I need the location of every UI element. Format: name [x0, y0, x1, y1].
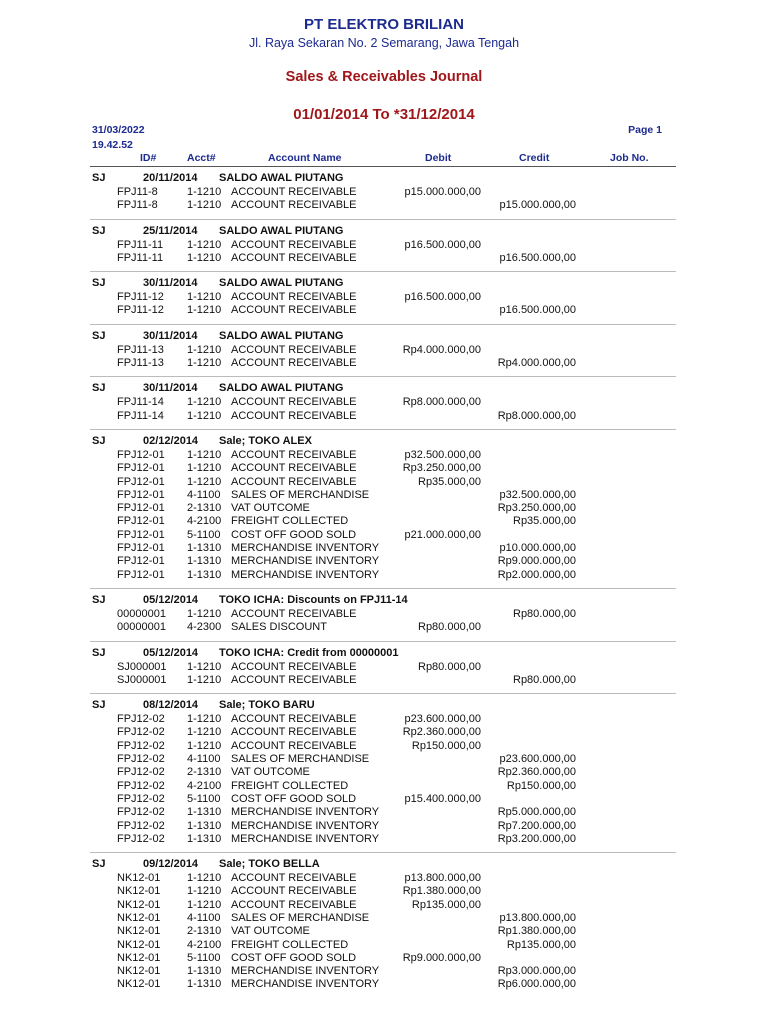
line-account-name: ACCOUNT RECEIVABLE	[231, 251, 357, 264]
entry-line	[0, 978, 768, 991]
line-debit: p23.600.000,00	[404, 713, 481, 726]
print-date: 31/03/2022	[92, 124, 145, 136]
entry-line	[0, 740, 768, 753]
entry-line	[0, 899, 768, 912]
column-header-acct: Acct#	[187, 152, 216, 164]
line-account-number: 1-1210	[187, 739, 222, 752]
line-account-name: VAT OUTCOME	[231, 502, 310, 515]
entry-source: SJ	[92, 646, 106, 659]
line-account-name: ACCOUNT RECEIVABLE	[231, 291, 357, 304]
report-period: 01/01/2014 To *31/12/2014	[293, 106, 475, 123]
line-debit: Rp9.000.000,00	[402, 951, 481, 964]
line-credit: Rp5.000.000,00	[497, 806, 576, 819]
entry-line	[0, 529, 768, 542]
line-account-number: 1-1210	[187, 885, 222, 898]
line-id: SJ000001	[117, 660, 167, 673]
line-id: 00000001	[117, 607, 166, 620]
entry-source: SJ	[92, 858, 106, 871]
journal-entry	[0, 225, 768, 266]
line-id: NK12-01	[117, 925, 161, 938]
entry-line	[0, 766, 768, 779]
journal-entry	[0, 858, 768, 992]
line-id: FPJ12-02	[117, 792, 165, 805]
company-name: PT ELEKTRO BRILIAN	[304, 16, 464, 33]
line-account-number: 1-1310	[187, 542, 222, 555]
entry-divider	[90, 219, 676, 220]
entry-source: SJ	[92, 329, 106, 342]
report-title: Sales & Receivables Journal	[285, 69, 483, 85]
entry-line	[0, 925, 768, 938]
entry-divider	[90, 376, 676, 377]
line-id: FPJ12-01	[117, 462, 165, 475]
entry-date: 05/12/2014	[143, 646, 199, 659]
line-credit: Rp2.000.000,00	[497, 568, 576, 581]
line-credit: Rp80.000,00	[513, 673, 576, 686]
entry-line	[0, 462, 768, 475]
journal-entry	[0, 277, 768, 318]
line-account-number: 1-1210	[187, 409, 222, 422]
line-account-name: MERCHANDISE INVENTORY	[231, 542, 380, 555]
line-account-name: ACCOUNT RECEIVABLE	[231, 186, 357, 198]
line-account-name: SALES OF MERCHANDISE	[231, 488, 370, 501]
entry-date: 30/11/2014	[143, 277, 198, 290]
line-id: FPJ12-01	[117, 502, 165, 515]
line-account-number: 1-1210	[187, 186, 222, 198]
entry-line	[0, 939, 768, 952]
line-debit: Rp8.000.000,00	[402, 396, 481, 409]
line-id: FPJ12-01	[117, 515, 165, 528]
line-id: FPJ11-12	[117, 291, 164, 304]
line-account-name: FREIGHT COLLECTED	[231, 779, 349, 792]
line-account-name: MERCHANDISE INVENTORY	[231, 819, 380, 832]
line-account-number: 1-1210	[187, 251, 222, 264]
line-account-number: 1-1210	[187, 607, 222, 620]
line-credit: Rp8.000.000,00	[497, 409, 576, 422]
line-account-name: ACCOUNT RECEIVABLE	[231, 898, 357, 911]
line-debit: Rp80.000,00	[418, 621, 481, 634]
entry-description: Sale; TOKO ALEX	[219, 434, 312, 447]
line-account-number: 1-1210	[187, 448, 222, 461]
entry-line	[0, 476, 768, 489]
line-credit: Rp4.000.000,00	[497, 357, 576, 370]
line-account-name: ACCOUNT RECEIVABLE	[231, 304, 357, 317]
line-account-number: 1-1310	[187, 568, 222, 581]
line-id: FPJ11-12	[117, 304, 164, 317]
line-debit: p13.800.000,00	[404, 872, 481, 885]
entry-line	[0, 912, 768, 925]
line-account-number: 2-1310	[187, 766, 222, 779]
entry-header	[0, 382, 768, 396]
entry-line	[0, 608, 768, 621]
entry-source: SJ	[92, 382, 106, 395]
line-account-number: 1-1210	[187, 343, 222, 356]
line-account-number: 4-2100	[187, 779, 222, 792]
line-debit: Rp2.360.000,00	[402, 726, 481, 739]
line-id: FPJ12-01	[117, 475, 165, 488]
entry-line	[0, 661, 768, 674]
entry-line	[0, 793, 768, 806]
entry-description: Sale; TOKO BELLA	[219, 858, 320, 871]
line-account-name: ACCOUNT RECEIVABLE	[231, 739, 357, 752]
entry-line	[0, 291, 768, 304]
entry-header	[0, 277, 768, 291]
entry-date: 09/12/2014	[143, 858, 199, 871]
journal-entry	[0, 699, 768, 846]
entry-line	[0, 555, 768, 568]
entry-line	[0, 396, 768, 409]
line-credit: Rp2.360.000,00	[497, 766, 576, 779]
line-id: SJ000001	[117, 673, 167, 686]
entry-divider	[90, 693, 676, 694]
line-id: FPJ12-02	[117, 766, 165, 779]
line-credit: Rp7.200.000,00	[497, 819, 576, 832]
line-account-number: 1-1310	[187, 965, 222, 978]
line-id: FPJ12-02	[117, 713, 165, 726]
entry-line	[0, 806, 768, 819]
column-header-job-no: Job No.	[610, 152, 649, 164]
line-id: FPJ11-13	[117, 343, 164, 356]
line-account-number: 1-1310	[187, 806, 222, 819]
line-credit: p23.600.000,00	[499, 753, 576, 766]
entry-header	[0, 435, 768, 449]
line-id: FPJ12-02	[117, 753, 165, 766]
line-account-number: 4-1100	[187, 488, 221, 501]
line-account-name: ACCOUNT RECEIVABLE	[231, 726, 357, 739]
line-credit: p13.800.000,00	[499, 911, 576, 924]
line-id: NK12-01	[117, 911, 161, 924]
entry-divider	[90, 429, 676, 430]
page-number: Page 1	[628, 124, 662, 136]
line-account-number: 1-1310	[187, 555, 222, 568]
entry-line	[0, 186, 768, 199]
line-account-number: 5-1100	[187, 951, 221, 964]
line-account-number: 4-2100	[187, 515, 222, 528]
line-credit: Rp9.000.000,00	[497, 555, 576, 568]
line-account-name: MERCHANDISE INVENTORY	[231, 555, 380, 568]
line-account-number: 1-1310	[187, 819, 222, 832]
journal-entry	[0, 594, 768, 635]
line-credit: p32.500.000,00	[499, 488, 576, 501]
line-id: NK12-01	[117, 965, 161, 978]
entry-divider	[90, 271, 676, 272]
line-account-number: 1-1210	[187, 462, 222, 475]
line-account-name: MERCHANDISE INVENTORY	[231, 978, 380, 991]
entry-divider	[90, 852, 676, 853]
entry-line	[0, 674, 768, 687]
entry-line	[0, 502, 768, 515]
entry-line	[0, 515, 768, 528]
line-credit: Rp1.380.000,00	[497, 925, 576, 938]
line-credit: Rp3.250.000,00	[497, 502, 576, 515]
journal-entry	[0, 382, 768, 423]
line-account-name: SALES OF MERCHANDISE	[231, 753, 370, 766]
entry-source: SJ	[92, 593, 106, 606]
company-address: Jl. Raya Sekaran No. 2 Semarang, Jawa Tengah	[248, 36, 520, 50]
line-account-name: MERCHANDISE INVENTORY	[231, 806, 380, 819]
line-debit: Rp150.000,00	[411, 739, 481, 752]
entry-date: 05/12/2014	[143, 593, 199, 606]
entry-header	[0, 594, 768, 608]
entry-line	[0, 621, 768, 634]
line-account-name: MERCHANDISE INVENTORY	[231, 832, 380, 845]
line-id: FPJ12-02	[117, 739, 165, 752]
entry-date: 20/11/2014	[143, 172, 198, 184]
line-id: NK12-01	[117, 872, 161, 885]
line-account-number: 1-1210	[187, 898, 222, 911]
line-credit: p15.000.000,00	[499, 199, 576, 212]
entry-divider	[90, 641, 676, 642]
entry-header	[0, 858, 768, 872]
line-account-number: 1-1210	[187, 673, 222, 686]
line-debit: p32.500.000,00	[404, 448, 481, 461]
entry-line	[0, 872, 768, 885]
entry-line	[0, 569, 768, 582]
line-id: NK12-01	[117, 951, 161, 964]
line-account-name: ACCOUNT RECEIVABLE	[231, 607, 357, 620]
entry-source: SJ	[92, 434, 106, 447]
line-account-name: ACCOUNT RECEIVABLE	[231, 872, 357, 885]
line-credit: Rp35.000,00	[513, 515, 576, 528]
entry-description: Sale; TOKO BARU	[219, 699, 315, 712]
entry-source: SJ	[92, 224, 106, 237]
line-account-number: 4-1100	[187, 911, 221, 924]
line-credit: p16.500.000,00	[499, 304, 576, 317]
column-header-debit: Debit	[425, 152, 452, 164]
line-account-name: COST OFF GOOD SOLD	[231, 792, 357, 805]
line-account-number: 1-1210	[187, 238, 222, 251]
entry-date: 02/12/2014	[143, 434, 199, 447]
line-id: FPJ11-13	[117, 357, 164, 370]
line-account-name: MERCHANDISE INVENTORY	[231, 965, 380, 978]
line-account-name: FREIGHT COLLECTED	[231, 515, 349, 528]
line-account-name: FREIGHT COLLECTED	[231, 938, 349, 951]
line-id: FPJ12-02	[117, 832, 165, 845]
line-id: FPJ12-01	[117, 542, 165, 555]
entry-line	[0, 252, 768, 265]
line-account-number: 1-1210	[187, 199, 222, 212]
entry-header	[0, 172, 768, 186]
line-id: FPJ12-01	[117, 448, 165, 461]
line-account-name: ACCOUNT RECEIVABLE	[231, 462, 357, 475]
line-credit: Rp135.000,00	[506, 938, 576, 951]
line-account-name: ACCOUNT RECEIVABLE	[231, 199, 357, 212]
line-account-number: 1-1210	[187, 660, 222, 673]
line-credit: p10.000.000,00	[499, 542, 576, 555]
line-id: FPJ11-8	[117, 199, 158, 212]
entry-line	[0, 820, 768, 833]
line-account-name: ACCOUNT RECEIVABLE	[231, 673, 357, 686]
column-header-credit: Credit	[519, 152, 550, 164]
line-account-number: 5-1100	[187, 528, 221, 541]
line-credit: Rp3.200.000,00	[497, 832, 576, 845]
entry-line	[0, 542, 768, 555]
line-account-number: 1-1310	[187, 832, 222, 845]
entry-line	[0, 239, 768, 252]
line-account-name: ACCOUNT RECEIVABLE	[231, 396, 357, 409]
line-credit: p16.500.000,00	[499, 251, 576, 264]
entry-date: 08/12/2014	[143, 699, 199, 712]
line-account-name: ACCOUNT RECEIVABLE	[231, 343, 357, 356]
line-id: FPJ12-01	[117, 528, 165, 541]
line-account-number: 1-1210	[187, 396, 222, 409]
line-id: NK12-01	[117, 898, 161, 911]
entry-line	[0, 780, 768, 793]
journal-entry	[0, 172, 768, 213]
line-account-number: 1-1210	[187, 713, 222, 726]
line-id: NK12-01	[117, 938, 161, 951]
line-id: FPJ12-01	[117, 555, 165, 568]
line-account-name: COST OFF GOOD SOLD	[231, 528, 357, 541]
line-account-name: ACCOUNT RECEIVABLE	[231, 448, 357, 461]
line-account-name: SALES OF MERCHANDISE	[231, 911, 370, 924]
line-debit: Rp35.000,00	[418, 475, 481, 488]
line-account-number: 4-2300	[187, 621, 222, 634]
line-id: FPJ12-02	[117, 806, 165, 819]
entry-header	[0, 699, 768, 713]
line-account-name: MERCHANDISE INVENTORY	[231, 568, 380, 581]
entry-description: SALDO AWAL PIUTANG	[219, 172, 344, 184]
entry-line	[0, 833, 768, 846]
line-account-number: 2-1310	[187, 925, 222, 938]
line-account-name: ACCOUNT RECEIVABLE	[231, 238, 357, 251]
entry-line	[0, 449, 768, 462]
line-account-number: 1-1210	[187, 475, 222, 488]
journal-entry	[0, 647, 768, 688]
entry-divider	[90, 588, 676, 589]
line-id: FPJ11-14	[117, 409, 164, 422]
header-divider	[90, 166, 676, 167]
line-id: FPJ12-01	[117, 568, 165, 581]
entry-source: SJ	[92, 277, 106, 290]
line-credit: Rp150.000,00	[506, 779, 576, 792]
journal-entry	[0, 435, 768, 582]
line-credit: Rp6.000.000,00	[497, 978, 576, 991]
line-debit: p15.000.000,00	[404, 186, 481, 198]
entry-description: SALDO AWAL PIUTANG	[219, 329, 344, 342]
entry-date: 25/11/2014	[143, 224, 198, 237]
line-account-name: SALES DISCOUNT	[231, 621, 327, 634]
line-account-number: 1-1210	[187, 872, 222, 885]
line-account-number: 1-1210	[187, 357, 222, 370]
line-account-number: 1-1210	[187, 291, 222, 304]
line-account-name: ACCOUNT RECEIVABLE	[231, 409, 357, 422]
entry-description: TOKO ICHA: Discounts on FPJ11-14	[219, 593, 408, 606]
line-id: FPJ12-01	[117, 488, 165, 501]
line-account-name: ACCOUNT RECEIVABLE	[231, 713, 357, 726]
entry-line	[0, 713, 768, 726]
line-id: 00000001	[117, 621, 166, 634]
line-account-name: ACCOUNT RECEIVABLE	[231, 357, 357, 370]
entry-description: SALDO AWAL PIUTANG	[219, 382, 344, 395]
line-account-name: ACCOUNT RECEIVABLE	[231, 475, 357, 488]
line-debit: Rp1.380.000,00	[402, 885, 481, 898]
line-account-name: ACCOUNT RECEIVABLE	[231, 660, 357, 673]
entry-line	[0, 952, 768, 965]
journal-entries	[0, 172, 768, 1004]
entry-line	[0, 410, 768, 423]
line-debit: p15.400.000,00	[404, 792, 481, 805]
line-debit: p16.500.000,00	[404, 238, 481, 251]
journal-entry	[0, 330, 768, 371]
line-id: FPJ11-8	[117, 186, 158, 198]
line-account-number: 1-1210	[187, 726, 222, 739]
entry-source: SJ	[92, 699, 106, 712]
line-account-number: 1-1210	[187, 304, 222, 317]
entry-line	[0, 199, 768, 212]
entry-line	[0, 344, 768, 357]
entry-divider	[90, 324, 676, 325]
entry-line	[0, 357, 768, 370]
entry-line	[0, 753, 768, 766]
line-debit: Rp3.250.000,00	[402, 462, 481, 475]
entry-line	[0, 885, 768, 898]
line-credit: Rp80.000,00	[513, 607, 576, 620]
entry-description: TOKO ICHA: Credit from 00000001	[219, 646, 399, 659]
line-debit: p16.500.000,00	[404, 291, 481, 304]
entry-line	[0, 489, 768, 502]
entry-line	[0, 726, 768, 739]
line-id: FPJ12-02	[117, 726, 165, 739]
column-header-account-name: Account Name	[268, 152, 342, 164]
entry-line	[0, 304, 768, 317]
entry-header	[0, 330, 768, 344]
line-debit: p21.000.000,00	[404, 528, 481, 541]
line-id: FPJ11-14	[117, 396, 164, 409]
line-account-name: ACCOUNT RECEIVABLE	[231, 885, 357, 898]
line-id: FPJ12-02	[117, 779, 165, 792]
line-debit: Rp4.000.000,00	[402, 343, 481, 356]
line-debit: Rp135.000,00	[411, 898, 481, 911]
line-id: FPJ11-11	[117, 251, 164, 264]
entry-date: 30/11/2014	[143, 329, 198, 342]
entry-date: 30/11/2014	[143, 382, 198, 395]
line-account-number: 5-1100	[187, 792, 221, 805]
line-account-number: 1-1310	[187, 978, 222, 991]
line-account-name: COST OFF GOOD SOLD	[231, 951, 357, 964]
entry-source: SJ	[92, 172, 106, 184]
line-account-number: 2-1310	[187, 502, 222, 515]
entry-line	[0, 965, 768, 978]
line-account-name: VAT OUTCOME	[231, 766, 310, 779]
line-account-name: VAT OUTCOME	[231, 925, 310, 938]
line-debit: Rp80.000,00	[418, 660, 481, 673]
line-account-number: 4-2100	[187, 938, 222, 951]
entry-description: SALDO AWAL PIUTANG	[219, 277, 344, 290]
entry-header	[0, 225, 768, 239]
entry-description: SALDO AWAL PIUTANG	[219, 224, 344, 237]
column-header-id: ID#	[140, 152, 157, 164]
line-id: NK12-01	[117, 978, 161, 991]
line-id: NK12-01	[117, 885, 161, 898]
line-id: FPJ12-02	[117, 819, 165, 832]
line-credit: Rp3.000.000,00	[497, 965, 576, 978]
entry-header	[0, 647, 768, 661]
line-id: FPJ11-11	[117, 238, 164, 251]
line-account-number: 4-1100	[187, 753, 221, 766]
print-time: 19.42.52	[92, 139, 133, 151]
